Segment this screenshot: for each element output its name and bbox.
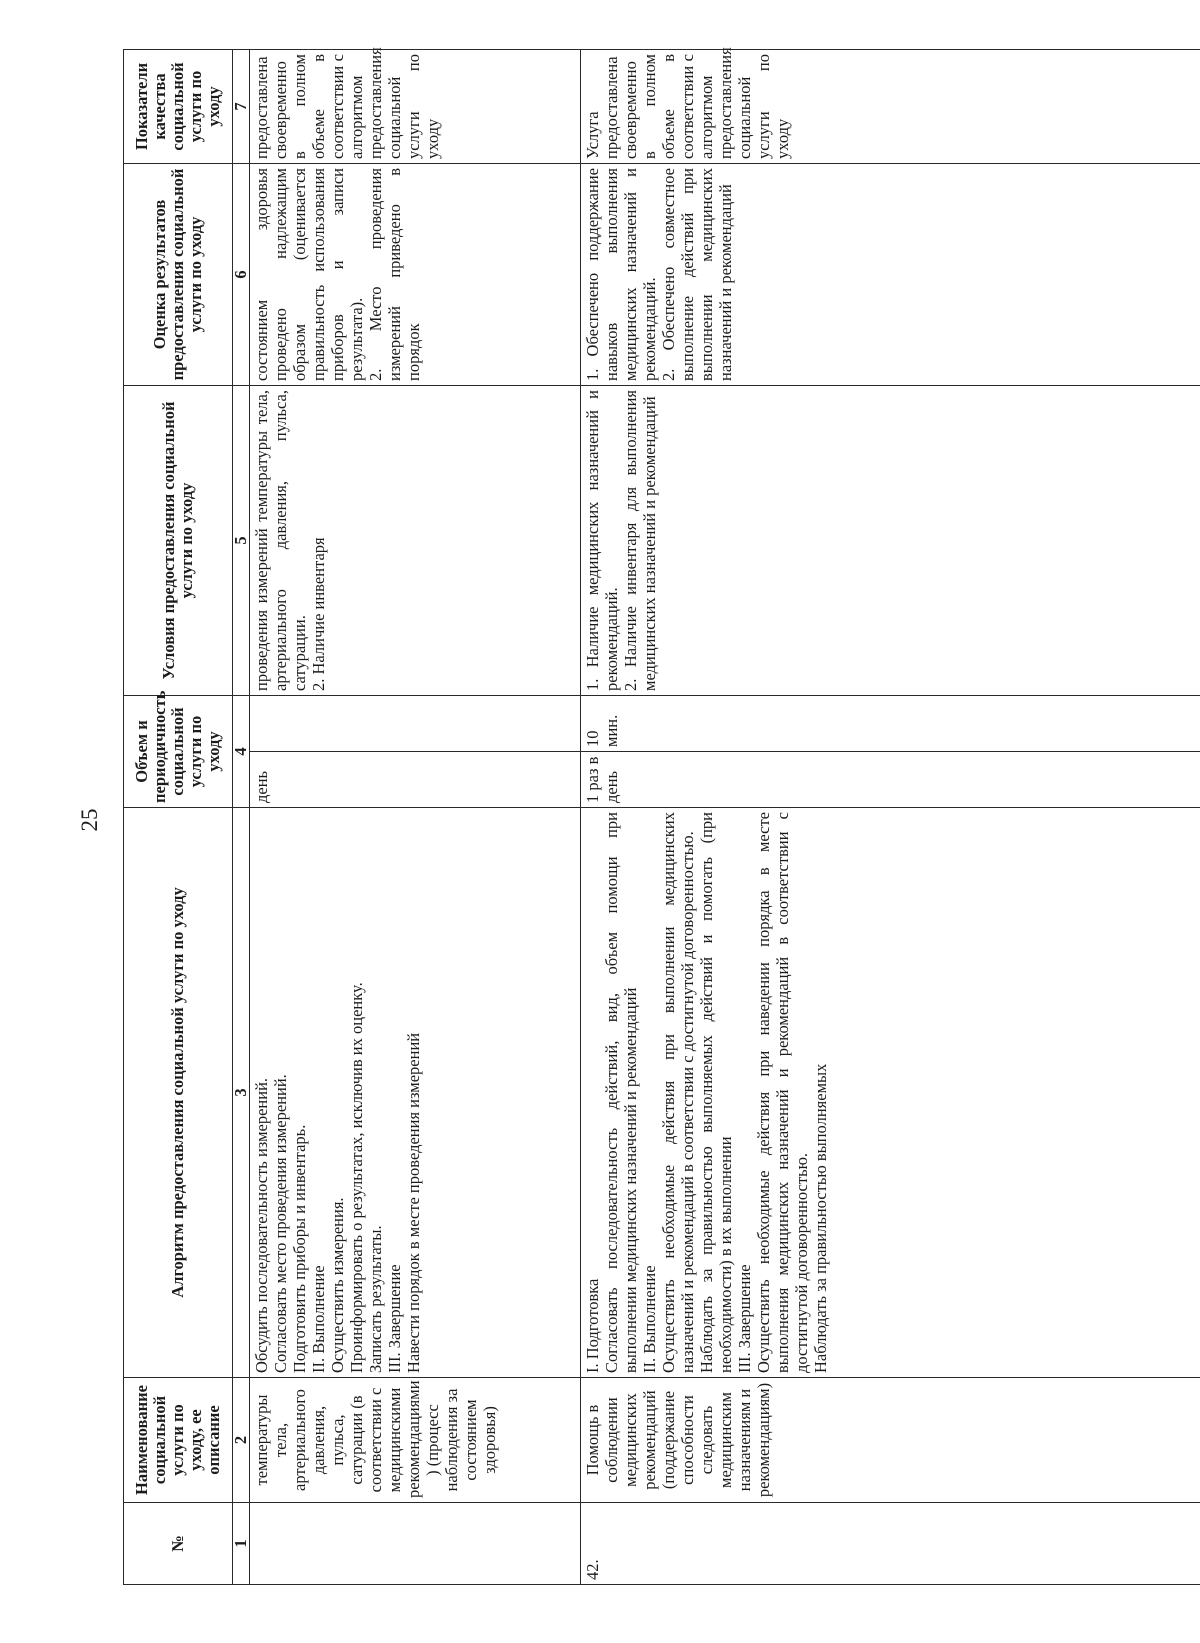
condition-item: проведения измерений температуры тела, артериального давления, пульса, сатурации. (252, 390, 309, 691)
evaluation-cell (250, 164, 581, 386)
evaluation-item: состоянием здоровья проведено надлежащим образом (оценивается правильность использования приборов и записи результата). (252, 168, 366, 381)
condition-item: 2. Наличие инвентаря для выполнения медицинских назначений и рекомендаций (621, 390, 659, 691)
evaluation-cell (581, 164, 1200, 386)
column-number: 4 (233, 696, 250, 808)
frequency-cell (581, 696, 1200, 808)
header-frequency: Объем и периодичность социальной услуги по уходу (124, 696, 233, 808)
header-quality: Показатели качества социальной услуги по уходу (124, 50, 233, 164)
algorithm-step: Навести порядок в месте проведения измерений (404, 1032, 423, 1373)
algorithm-stage: III. Завершение (735, 1264, 754, 1373)
algorithm-step: Подготовить приборы и инвентарь. (290, 1124, 309, 1373)
algorithm-step: Наблюдать за правильностью выполняемых действий и помогать (при необходимости) в их выполнении (697, 812, 735, 1373)
service-name: Помощь в соблюдении медицинских рекомендаций (поддержание способности следовать медицинским назначениям и рекомендациям) (581, 1378, 1200, 1503)
condition-item: 1. Наличие медицинских назначений и рекомендаций. (583, 390, 621, 691)
quality-cell: Услуга предоставлена своевременно в полном объеме в соответствии с алгоритмом предоставления социальной услуги по уходу (581, 50, 1200, 164)
algorithm-step: Согласовать последовательность действий, вид, объем помощи при выполнении медицинских назначений и рекомендаций (602, 812, 640, 1373)
conditions-cell (581, 386, 1200, 696)
algorithm-step: Наблюдать за правильностью выполняемых (811, 1063, 830, 1373)
algorithm-step: Обсудить последовательность измерений. (252, 1077, 271, 1373)
algorithm-stage: I. Подготовка (583, 1278, 602, 1373)
algorithm-stage: II. Выполнение (640, 1265, 659, 1373)
algorithm-step: Проинформировать о результатах, исключив их оценку. (347, 982, 366, 1373)
column-number-row (233, 50, 250, 1585)
row-number (250, 1503, 581, 1585)
evaluation-item: 2. Обеспечено совместное выполнение действий при выполнении медицинских назначений и рекомендаций (659, 168, 735, 381)
header-row (124, 50, 233, 1585)
algorithm-step: Осуществить необходимые действия при наведении порядка в месте выполнения медицинских назначений и рекомендаций в соответствии с достигнутой договоренностью. (754, 812, 811, 1373)
column-number: 3 (233, 808, 250, 1378)
algorithm-step: Осуществить измерения. (328, 1197, 347, 1373)
algorithm-cell (581, 808, 1200, 1378)
algorithm-stage: III. Завершение (385, 1264, 404, 1373)
algorithm-step: Осуществить необходимые действия при выполнении медицинских назначений и рекомендаций в соответствии с достигнутой договоренностью. (659, 812, 697, 1373)
frequency-cell (250, 696, 581, 808)
frequency: 1 раз в день (581, 751, 1200, 807)
evaluation-item: 2. Место проведения измерений приведено в порядок (366, 168, 423, 381)
quality-cell: предоставлена своевременно в полном объеме в соответствии с алгоритмом предоставления социальной услуги по уходу (250, 50, 581, 164)
evaluation-item: 1. Обеспечено поддержание навыков выполнения медицинских назначений и рекомендаций. (583, 168, 659, 381)
row-number: 42. (581, 1503, 1200, 1585)
services-table (123, 49, 1200, 1585)
condition-item: 2. Наличие инвентаря (309, 537, 328, 691)
column-number: 7 (233, 50, 250, 164)
table-row (581, 50, 1200, 1585)
frequency: день (250, 751, 580, 807)
column-number: 5 (233, 386, 250, 696)
column-number: 6 (233, 164, 250, 386)
algorithm-stage: II. Выполнение (309, 1265, 328, 1373)
table-row (250, 50, 581, 1585)
header-number: № (124, 1503, 233, 1585)
header-evaluation: Оценка результатов предоставления социальной услуги по уходу (124, 164, 233, 386)
header-service-name: Наименование социальной услуги по уходу, ее описание (124, 1378, 233, 1503)
algorithm-step: Записать результаты. (366, 1225, 385, 1373)
page-number: 25 (77, 808, 102, 832)
algorithm-cell (250, 808, 581, 1378)
header-conditions: Условия предоставления социальной услуги по уходу (124, 386, 233, 696)
column-number: 2 (233, 1378, 250, 1503)
duration: 10 мин. (583, 714, 621, 747)
duration (250, 696, 580, 751)
algorithm-step: Согласовать место проведения измерений. (271, 1074, 290, 1373)
rotated-page (123, 47, 1200, 1585)
column-number: 1 (233, 1503, 250, 1585)
header-algorithm: Алгоритм предоставления социальной услуги по уходу (124, 808, 233, 1378)
conditions-cell (250, 386, 581, 696)
service-name: температуры тела, артериального давления, пульса, сатурации (в соответствии с медицинскими рекомендациями ) (процесс наблюдения за состоянием здоровья) (250, 1378, 581, 1503)
